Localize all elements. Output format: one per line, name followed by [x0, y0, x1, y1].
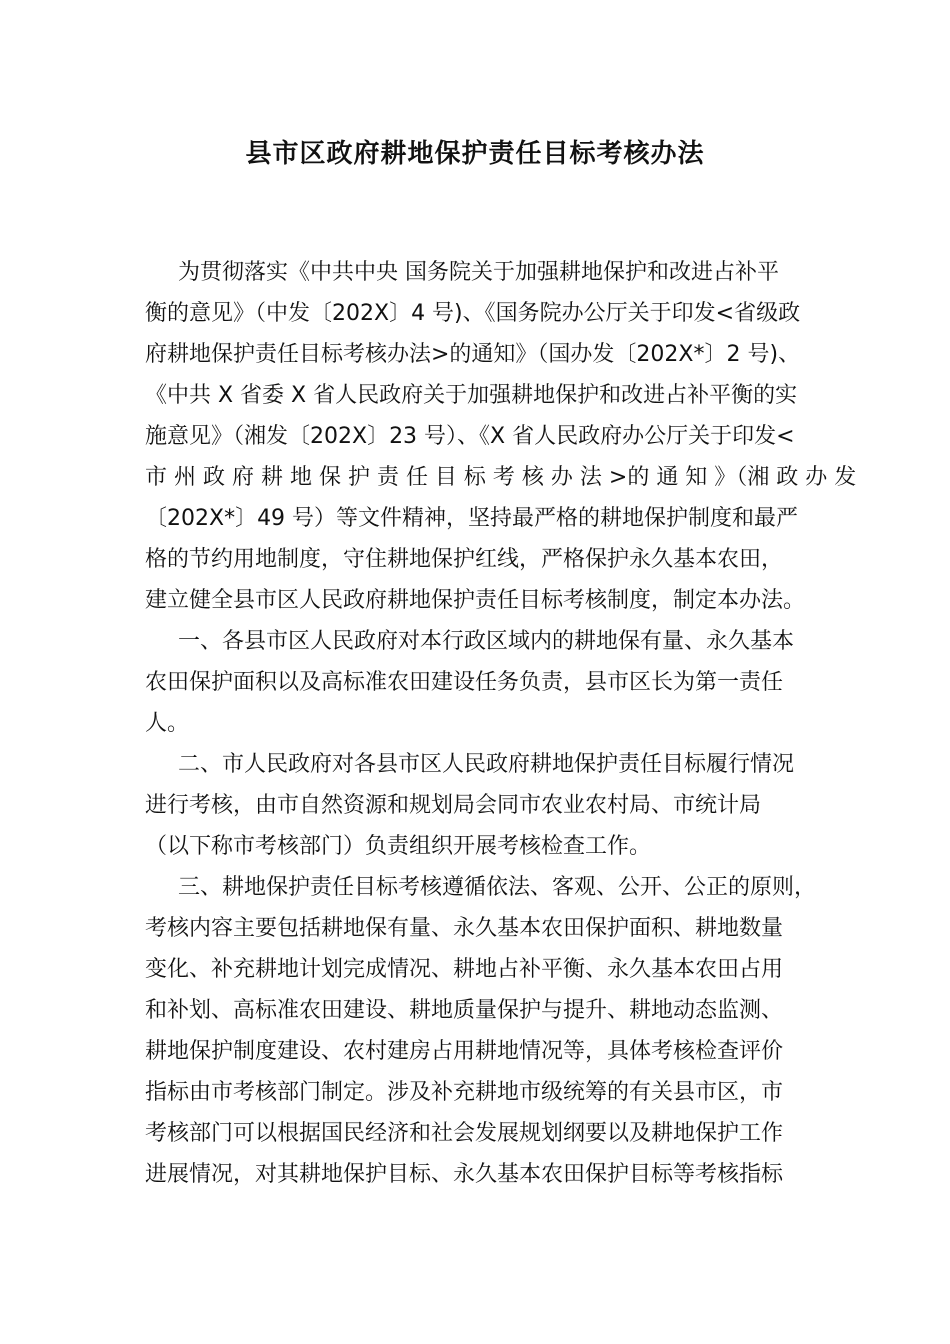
- text-line: 进行考核，由市自然资源和规划局会同市农业农村局、市统计局: [145, 793, 762, 818]
- text-line: 进展情况，对其耕地保护目标、永久基本农田保护目标等考核指标: [145, 1162, 784, 1187]
- text-line: 变化、补充耕地计划完成情况、耕地占补平衡、永久基本农田占用: [145, 957, 784, 982]
- document-body: [145, 252, 865, 1195]
- text-line: 衡的意见》（中发〔202X〕4 号)、《国务院办公厅关于印发<省级政: [145, 301, 801, 326]
- text-line: 市 州 政 府 耕 地 保 护 责 任 目 标 考 核 办 法 >的 通 知 》（湘 政 办 发: [145, 465, 857, 490]
- text-line: 农田保护面积以及高标准农田建设任务负责，县市区长为第一责任: [145, 670, 784, 695]
- document-title: 县市区政府耕地保护责任目标考核办法: [245, 139, 705, 169]
- paragraph-article-2: [145, 744, 865, 867]
- text-line: 三、耕地保护责任目标考核遵循依法、客观、公开、公正的原则，: [178, 875, 817, 900]
- text-line: 和补划、高标准农田建设、耕地质量保护与提升、耕地动态监测、: [145, 998, 784, 1023]
- text-line: 耕地保护制度建设、农村建房占用耕地情况等，具体考核检查评价: [145, 1039, 784, 1064]
- text-line: 《中共 X 省委 X 省人民政府关于加强耕地保护和改进占补平衡的实: [145, 383, 798, 408]
- text-line: 人。: [145, 711, 190, 736]
- text-line: 府耕地保护责任目标考核办法>的通知》（国办发〔202X*〕2 号)、: [145, 342, 801, 367]
- text-line: 考核部门可以根据国民经济和社会发展规划纲要以及耕地保护工作: [145, 1121, 784, 1146]
- paragraph-preamble: [145, 252, 865, 621]
- text-line: 为贯彻落实《中共中央 国务院关于加强耕地保护和改进占补平: [178, 260, 779, 285]
- paragraph-article-3: [145, 867, 865, 1195]
- text-line: 施意见》（湘发〔202X〕23 号）、《X 省人民政府办公厅关于印发<: [145, 424, 795, 449]
- text-line: （以下称市考核部门）负责组织开展考核检查工作。: [145, 834, 652, 859]
- text-line: 建立健全县市区人民政府耕地保护责任目标考核制度，制定本办法。: [145, 588, 806, 613]
- text-line: 〔202X*〕49 号）等文件精神，坚持最严格的耕地保护制度和最严: [145, 506, 799, 531]
- text-line: 格的节约用地制度，守住耕地保护红线，严格保护永久基本农田，: [145, 547, 784, 572]
- text-line: 二、市人民政府对各县市区人民政府耕地保护责任目标履行情况: [178, 752, 795, 777]
- text-line: 考核内容主要包括耕地保有量、永久基本农田保护面积、耕地数量: [145, 916, 784, 941]
- paragraph-article-1: [145, 621, 865, 744]
- text-line: 一、各县市区人民政府对本行政区域内的耕地保有量、永久基本: [178, 629, 795, 654]
- text-line: 指标由市考核部门制定。涉及补充耕地市级统筹的有关县市区，市: [145, 1080, 784, 1105]
